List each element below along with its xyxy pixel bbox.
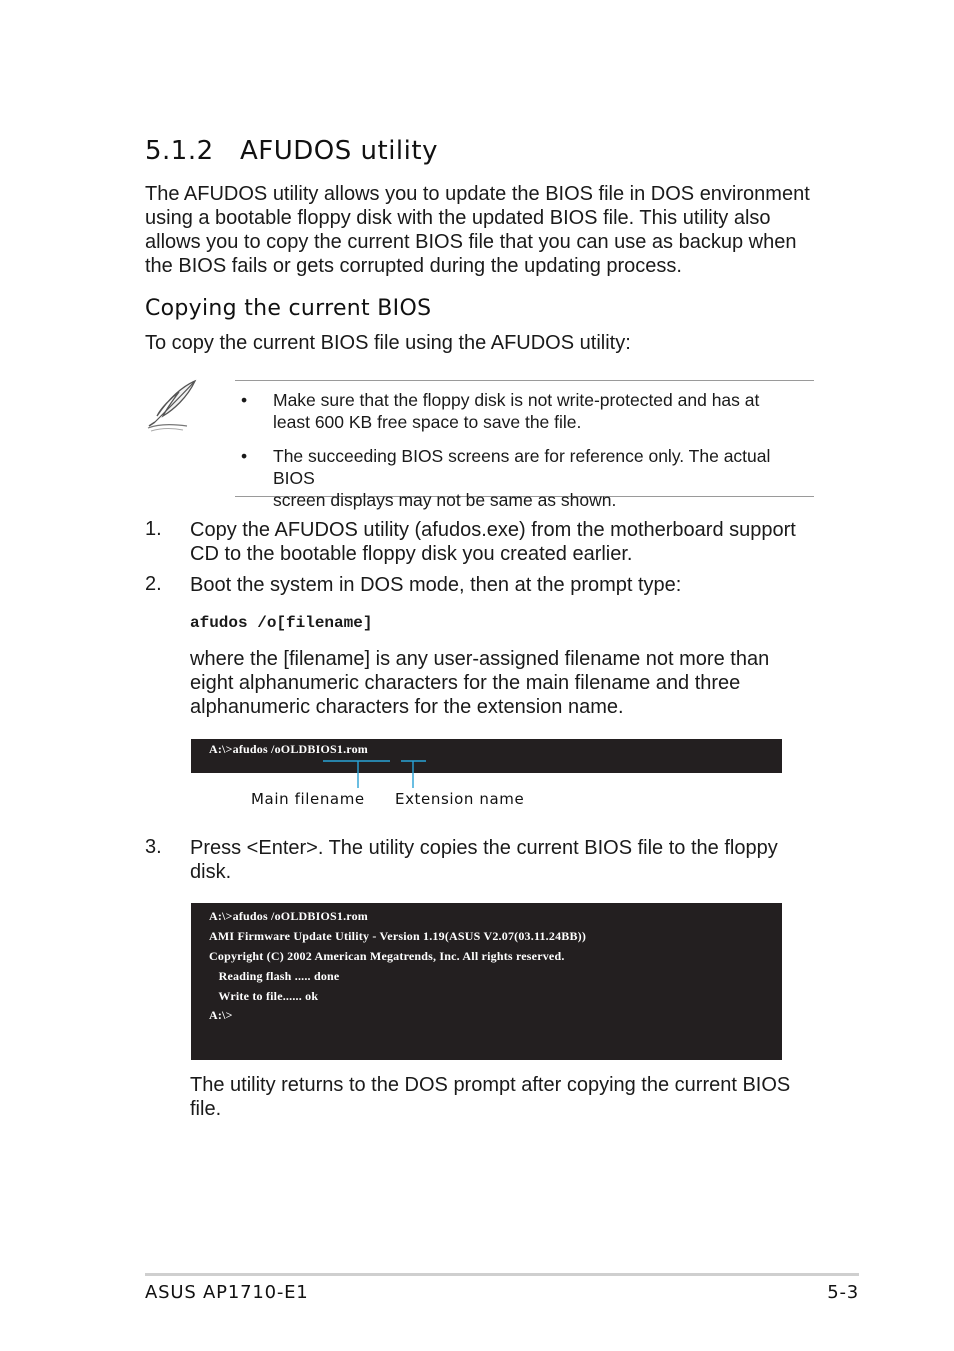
intro-line: The AFUDOS utility allows you to update the BIOS file in DOS environment <box>145 183 810 205</box>
step-explanation <box>190 647 810 719</box>
step-text <box>190 573 810 597</box>
note-line: The succeeding BIOS screens are for reference only. The actual BIOS <box>273 446 771 488</box>
terminal-line: Reading flash ..... done <box>209 969 340 983</box>
terminal-line: Copyright (C) 2002 American Megatrends, Inc. All rights reserved. <box>209 949 565 963</box>
intro-paragraph <box>145 182 825 278</box>
terminal-screen <box>191 739 782 773</box>
terminal-line: A:\> <box>209 1008 233 1022</box>
terminal-screen <box>191 903 782 1060</box>
terminal-line: A:\>afudos /oOLDBIOS1.rom <box>209 909 368 923</box>
step-text <box>190 518 810 566</box>
note-line: Make sure that the floppy disk is not write-protected and has at <box>273 390 760 410</box>
footer-rule <box>145 1273 859 1276</box>
note-box <box>235 380 814 510</box>
note-line: screen displays may not be same as shown. <box>273 490 617 510</box>
step-line: Press <Enter>. The utility copies the current BIOS file to the floppy <box>190 837 778 859</box>
callout-main-bracket <box>320 758 430 790</box>
section-title: AFUDOS utility <box>240 136 438 166</box>
section-heading <box>145 136 438 166</box>
step-line: alphanumeric characters for the extension name. <box>190 696 624 718</box>
terminal-line: AMI Firmware Update Utility - Version 1.19(ASUS V2.07(03.11.24BB)) <box>209 929 587 943</box>
callout-main-filename: Main filename <box>251 790 365 808</box>
subsection-heading: Copying the current BIOS <box>145 296 432 321</box>
intro-line: using a bootable floppy disk with the updated BIOS file. This utility also <box>145 207 771 229</box>
step-line: Copy the AFUDOS utility (afudos.exe) from the motherboard support <box>190 519 796 541</box>
command-text: afudos /o[filename] <box>190 614 373 632</box>
section-number: 5.1.2 <box>145 136 214 166</box>
footer-page-number: 5-3 <box>827 1282 859 1303</box>
step-line: CD to the bootable floppy disk you created earlier. <box>190 543 633 565</box>
step-number: 3. <box>145 836 162 858</box>
subsection-lead: To copy the current BIOS file using the AFUDOS utility: <box>145 332 631 354</box>
step-text <box>190 836 810 884</box>
terminal-line: A:\>afudos /oOLDBIOS1.rom <box>209 742 368 756</box>
footer-product-name: ASUS AP1710-E1 <box>145 1282 309 1303</box>
callout-extension-name: Extension name <box>395 790 525 808</box>
closing-line: The utility returns to the DOS prompt after copying the current BIOS <box>190 1074 791 1096</box>
bullet: • <box>241 446 248 466</box>
bullet: • <box>241 390 248 410</box>
step-number: 1. <box>145 518 162 540</box>
closing-paragraph <box>190 1073 810 1121</box>
feather-pen-icon <box>143 378 201 434</box>
step-line: where the [filename] is any user-assigned filename not more than <box>190 648 770 670</box>
step-line: disk. <box>190 861 232 883</box>
step-line: eight alphanumeric characters for the main filename and three <box>190 672 741 694</box>
terminal-line: Write to file...... ok <box>209 989 319 1003</box>
step-number: 2. <box>145 573 162 595</box>
intro-line: allows you to copy the current BIOS file that you can use as backup when <box>145 231 797 253</box>
closing-line: file. <box>190 1098 222 1120</box>
step-line: Boot the system in DOS mode, then at the prompt type: <box>190 574 682 596</box>
note-line: least 600 KB free space to save the file. <box>273 412 582 432</box>
intro-line: the BIOS fails or gets corrupted during the updating process. <box>145 255 682 277</box>
